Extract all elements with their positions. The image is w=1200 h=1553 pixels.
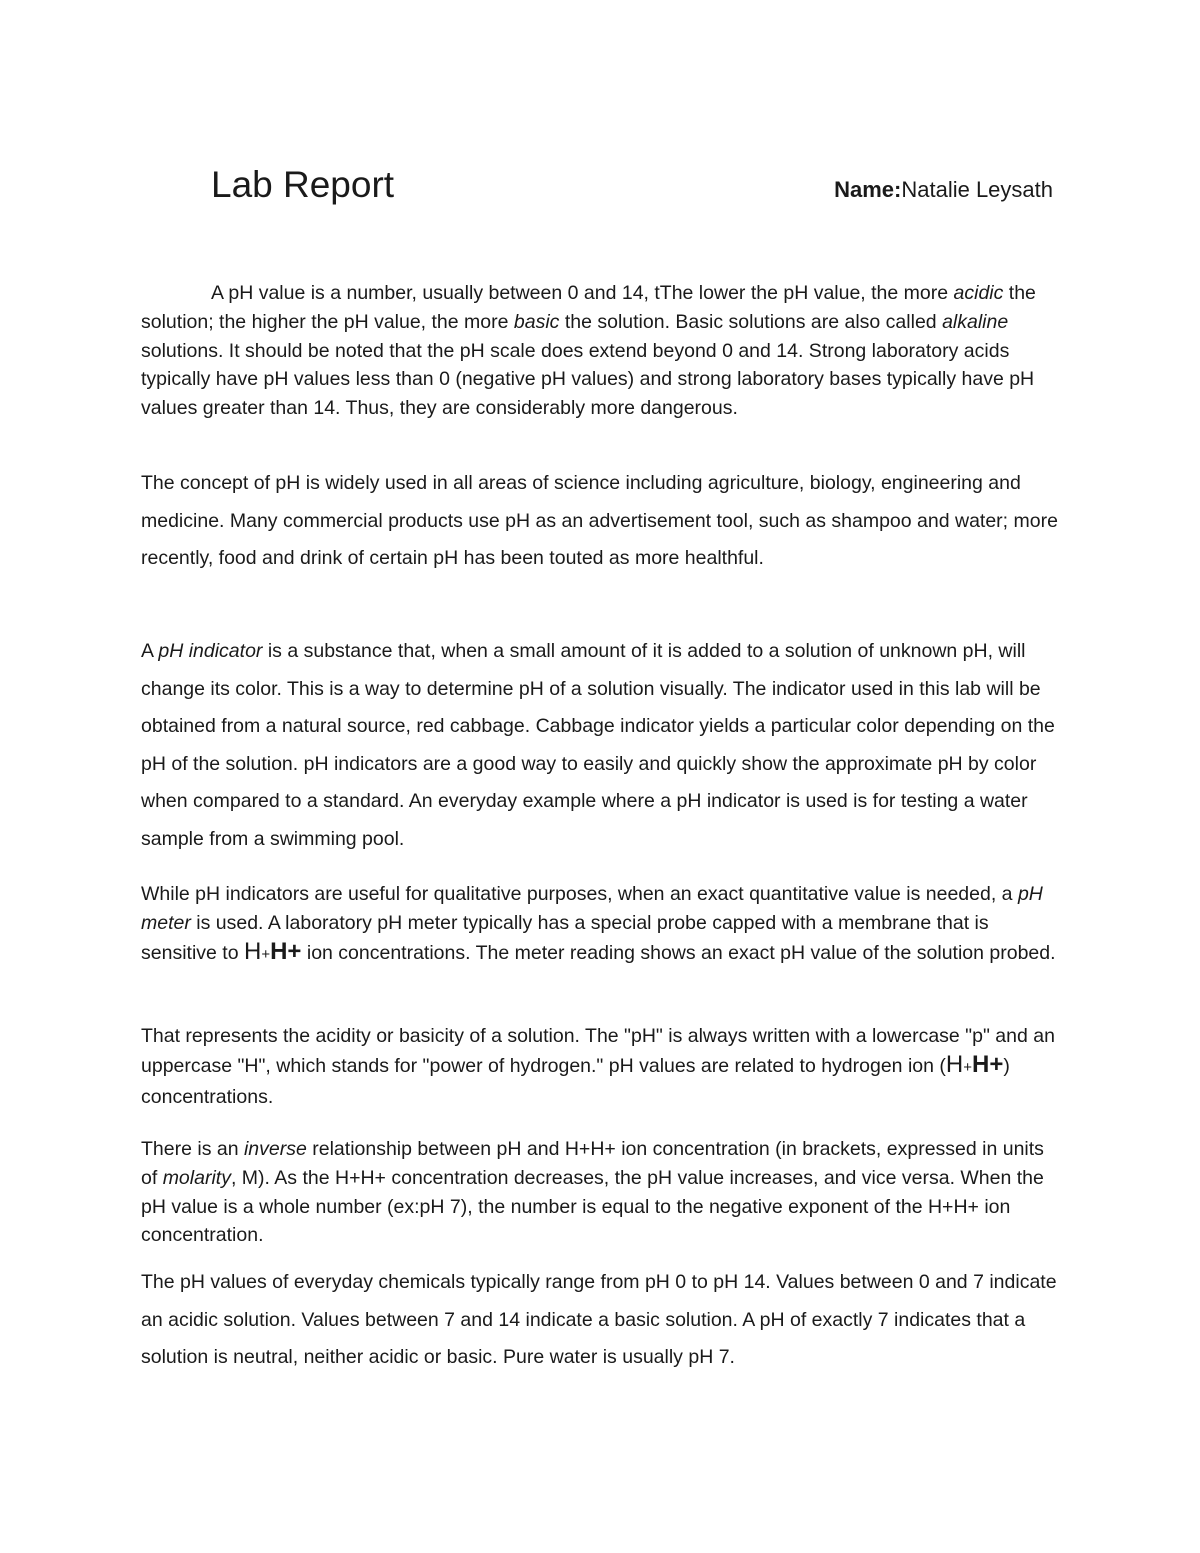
p1-text-g: solutions. It should be noted that the pH scale does extend beyond 0 and 14. Strong laboratory acids typically have pH values less than 0 (negative pH values) and strong laboratory bases typically have pH values greater than 14. Thus, they are considerably more dangerous.	[141, 339, 1035, 420]
p4-text-a: While pH indicators are useful for qualitative purposes, when an exact quantitative value is needed, a	[141, 883, 1018, 905]
hydrogen-ion-formula	[946, 1051, 1003, 1078]
p2-text: The concept of pH is widely used in all areas of science including agriculture, biology, engineering and medicine. Many commercial products use pH as an advertisement tool, such as shampoo and water; more recently, food and drink of certain pH has been touted as more healthful.	[141, 472, 1058, 569]
hydrogen-h-plus: H+	[972, 1050, 1004, 1078]
hydrogen-plus: +	[261, 945, 271, 963]
p4-text-d: ion concentrations. The meter reading shows an exact pH value of the solution probed.	[301, 941, 1056, 964]
p4-italic-ph-meter: pH meter	[141, 883, 1043, 934]
p6-text-c: relationship between pH and H+H+ ion concentration (in brackets, expressed in units of	[141, 1138, 1044, 1189]
p6-text-a: There is an	[141, 1138, 244, 1160]
p3-italic-ph-indicator: pH indicator	[158, 640, 263, 662]
paragraph-inverse-relationship	[141, 1135, 1061, 1250]
p1-text-a: A pH value is a number, usually between 0 and 14, tThe lower the pH value, the more	[211, 282, 954, 304]
p1-text-c: the solution; the higher the pH value, the more	[141, 282, 1036, 333]
hydrogen-plus: +	[963, 1058, 972, 1076]
p3-text-c: is a substance that, when a small amount of it is added to a solution of unknown pH, will change its color. This is a way to determine pH of a solution visually. The indicator used in this lab will be obtained from a natural source, red cabbage. Cabbage indicator yields a particular color depending on the pH of the solution. pH indicators are a good way to easily and quickly show the approximate pH by color when compared to a standard. An everyday example where a pH indicator is used is for testing a water sample from a swimming pool.	[141, 640, 1055, 850]
p1-italic-acidic: acidic	[953, 282, 1004, 304]
paragraph-ph-indicator	[141, 633, 1061, 858]
author-name	[834, 172, 1053, 208]
p7-text: The pH values of everyday chemicals typically range from pH 0 to pH 14. Values between 0 and 7 indicate an acidic solution. Values between 7 and 14 indicate a basic solution. A pH of exactly 7 indicates that a solution is neutral, neither acidic or basic. Pure water is usually pH 7.	[141, 1271, 1057, 1368]
p1-text-e: the solution. Basic solutions are also called	[559, 310, 943, 333]
paragraph-everyday-ph	[141, 1264, 1061, 1377]
paragraph-ph-concept	[141, 465, 1061, 578]
name-value: Natalie Leysath	[901, 177, 1053, 202]
hydrogen-h: H	[945, 1050, 964, 1078]
p6-italic-molarity: molarity	[162, 1166, 231, 1189]
p4-text-c: is used. A laboratory pH meter typically has a special probe capped with a membrane that is sensitive to	[141, 911, 989, 964]
paragraph-acidity	[141, 1022, 1061, 1111]
paragraph-ph-value	[141, 279, 1061, 423]
p3-text-a: A	[141, 640, 159, 662]
p1-italic-alkaline: alkaline	[942, 310, 1009, 333]
p1-italic-basic: basic	[513, 310, 560, 333]
page-title: Lab Report	[211, 164, 395, 205]
hydrogen-h-plus: H+	[270, 937, 302, 965]
paragraph-ph-meter	[141, 880, 1061, 969]
p6-italic-inverse: inverse	[243, 1138, 307, 1160]
hydrogen-ion-formula	[244, 938, 301, 965]
p5-text-a: That represents the acidity or basicity of a solution. The "pH" is always written with a lowercase "p" and an uppercase "H", which stands for "power of hydrogen." pH values are related to hydrogen ion (	[141, 1025, 1055, 1077]
hydrogen-h: H	[243, 937, 262, 965]
p5-text-b: ) concentrations.	[141, 1054, 1010, 1108]
p6-text-e: , M). As the H+H+ concentration decreases, the pH value increases, and vice versa. When the pH value is a whole number (ex:pH 7), the number is equal to the negative exponent of the H+H+ ion concentration.	[141, 1166, 1044, 1247]
name-label: Name:	[834, 177, 902, 202]
